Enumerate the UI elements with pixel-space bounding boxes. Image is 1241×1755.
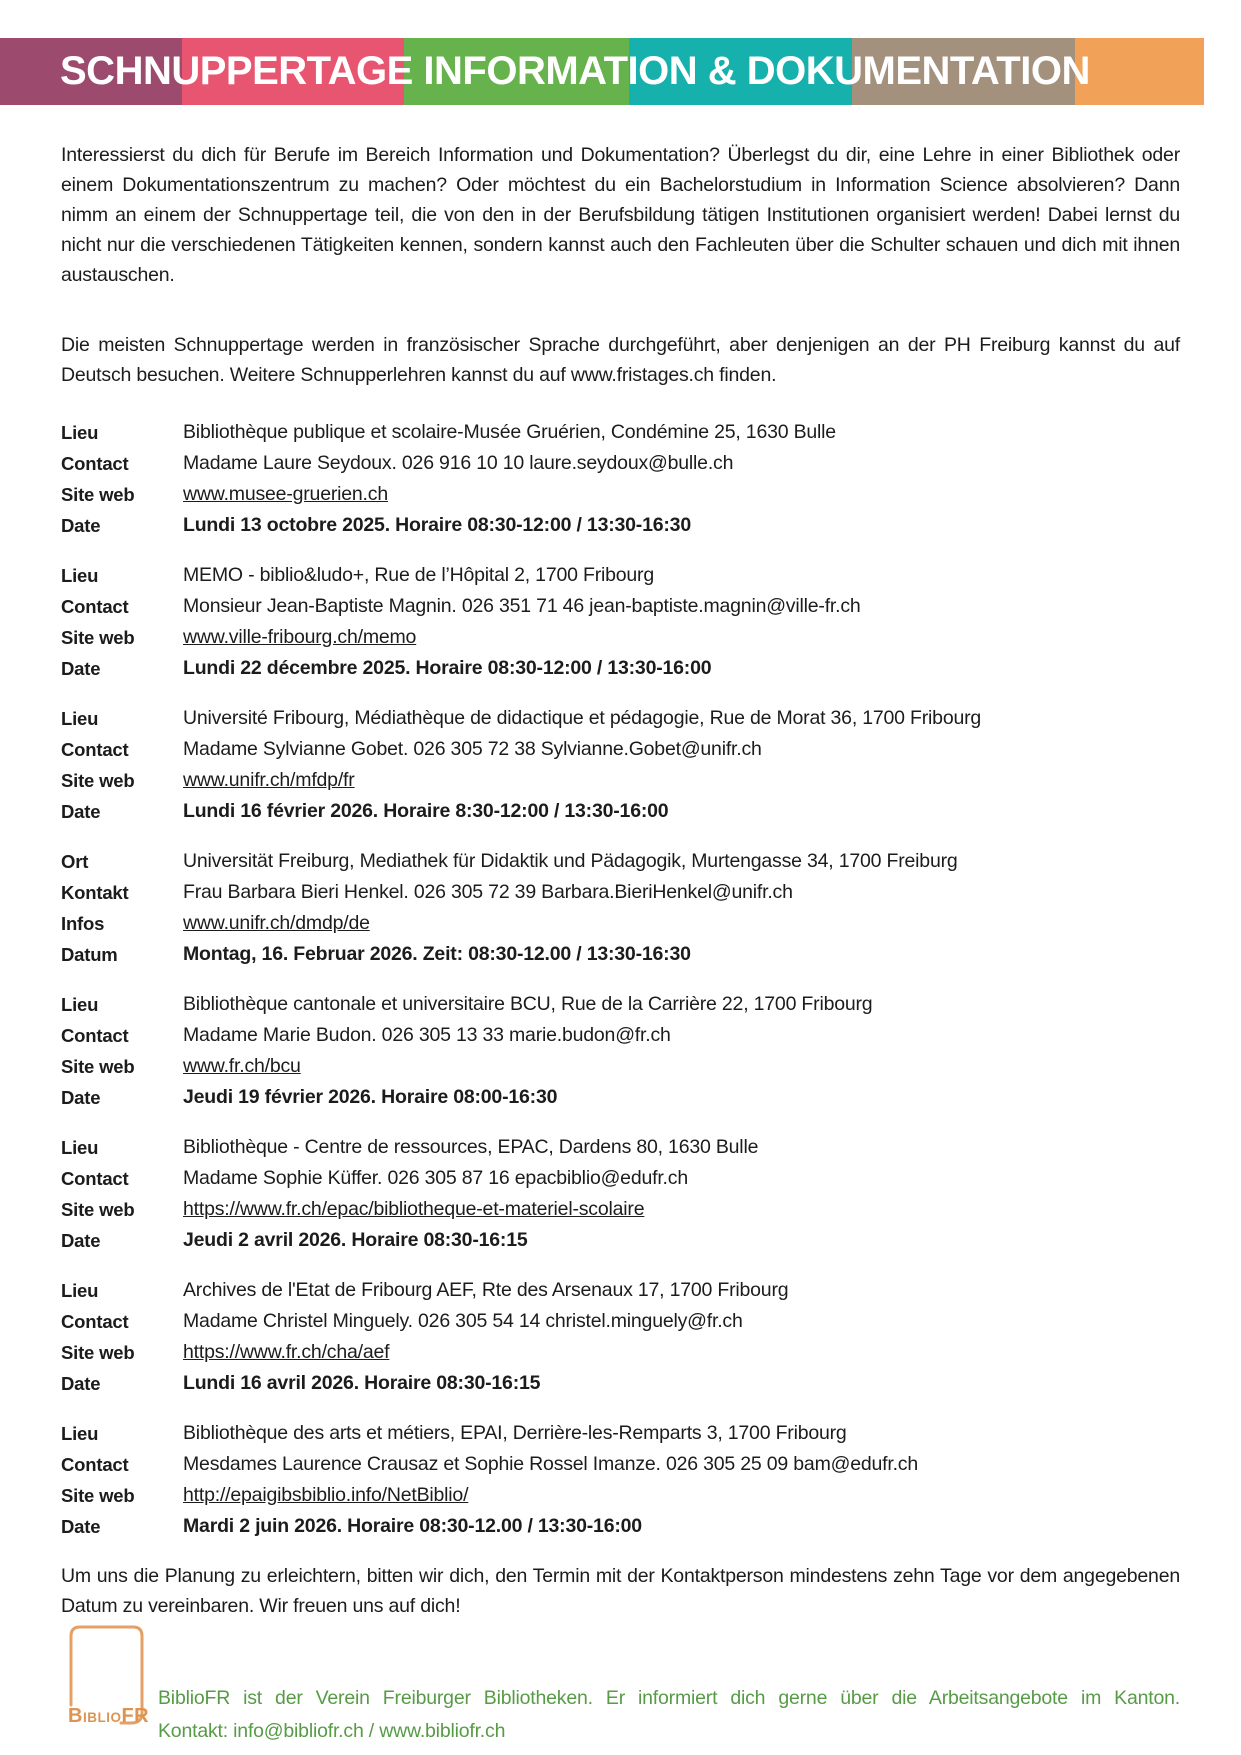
website-row [61,908,1180,939]
contact-value: Madame Laure Seydoux. 026 916 10 10 laure.seydoux@bulle.ch [183,452,734,474]
website-link[interactable]: www.musee-gruerien.ch [183,483,388,505]
contact-label: Contact [61,596,129,617]
contact-row [61,591,1180,622]
entry-list [61,417,1180,1542]
contact-label: Contact [61,453,129,474]
footer-separator: / [363,1720,380,1742]
date-row [61,510,1180,541]
date-row [61,939,1180,970]
location-value: Bibliothèque cantonale et universitaire BCU, Rue de la Carrière 22, 1700 Fribourg [183,993,873,1015]
location-value: Archives de l'Etat de Fribourg AEF, Rte des Arsenaux 17, 1700 Fribourg [183,1279,789,1301]
contact-row [61,1163,1180,1194]
website-row [61,1480,1180,1511]
website-label: Site web [61,1342,135,1363]
website-label: Site web [61,770,135,791]
website-link[interactable]: www.unifr.ch/dmdp/de [183,912,370,934]
contact-value: Madame Marie Budon. 026 305 13 33 marie.budon@fr.ch [183,1024,671,1046]
contact-value: Madame Sylvianne Gobet. 026 305 72 38 Sylvianne.Gobet@unifr.ch [183,738,762,760]
contact-label: Contact [61,1454,129,1475]
date-value: Lundi 13 octobre 2025. Horaire 08:30-12:00 / 13:30-16:30 [183,514,691,536]
location-row [61,703,1180,734]
date-label: Datum [61,944,118,965]
website-label: Infos [61,913,105,934]
date-row [61,1511,1180,1542]
date-label: Date [61,515,101,536]
website-link[interactable]: www.unifr.ch/mfdp/fr [183,769,355,791]
location-row [61,1418,1180,1449]
main-content [61,140,1180,1621]
date-value: Lundi 16 avril 2026. Horaire 08:30-16:15 [183,1372,541,1394]
location-label: Lieu [61,708,99,729]
date-value: Montag, 16. Februar 2026. Zeit: 08:30-12.00 / 13:30-16:30 [183,943,691,965]
contact-value: Monsieur Jean-Baptiste Magnin. 026 351 71 46 jean-baptiste.magnin@ville-fr.ch [183,595,861,617]
banner-stripe-orange [1075,38,1204,105]
website-label: Site web [61,1056,135,1077]
date-row [61,1368,1180,1399]
date-label: Date [61,1230,101,1251]
contact-value: Madame Sophie Küffer. 026 305 87 16 epacbiblio@edufr.ch [183,1167,688,1189]
footer-contact-prefix: Kontakt: [158,1720,234,1742]
website-link[interactable]: http://epaigibsbiblio.info/NetBiblio/ [183,1484,469,1506]
footer-website-link[interactable]: www.bibliofr.ch [379,1720,506,1742]
date-value: Jeudi 19 février 2026. Horaire 08:00-16:30 [183,1086,558,1108]
logo-part-iblio: IBLIO [82,1710,122,1725]
contact-row [61,734,1180,765]
date-row [61,653,1180,684]
date-label: Date [61,801,101,822]
schnuppertag-entry-5 [61,989,1180,1113]
schnuppertag-entry-3 [61,703,1180,827]
website-link[interactable]: www.fr.ch/bcu [183,1055,301,1077]
closing-paragraph: Um uns die Planung zu erleichtern, bitten wir dich, den Termin mit der Kontaktperson mindestens zehn Tage vor dem angegebenen Datum zu vereinbaren. Wir freuen uns auf dich! [61,1565,1180,1617]
date-value: Mardi 2 juin 2026. Horaire 08:30-12.00 / 13:30-16:00 [183,1515,642,1537]
bibliofr-logo [64,1623,154,1733]
website-row [61,1051,1180,1082]
website-link[interactable]: www.ville-fribourg.ch/memo [183,626,417,648]
contact-label: Contact [61,739,129,760]
location-row [61,1275,1180,1306]
contact-label: Kontakt [61,882,129,903]
location-row [61,560,1180,591]
website-label: Site web [61,484,135,505]
contact-value: Madame Christel Minguely. 026 305 54 14 christel.minguely@fr.ch [183,1310,743,1332]
website-row [61,1194,1180,1225]
location-row [61,989,1180,1020]
date-row [61,1082,1180,1113]
logo-part-b: B [68,1705,83,1727]
location-value: Bibliothèque - Centre de ressources, EPAC, Dardens 80, 1630 Bulle [183,1136,759,1158]
location-value: MEMO - biblio&ludo+, Rue de l’Hôpital 2, 1700 Fribourg [183,564,654,586]
schnuppertag-entry-7 [61,1275,1180,1399]
date-value: Jeudi 2 avril 2026. Horaire 08:30-16:15 [183,1229,528,1251]
schnuppertag-entry-4 [61,846,1180,970]
location-row [61,846,1180,877]
date-label: Date [61,658,101,679]
location-label: Lieu [61,1280,99,1301]
website-row [61,1337,1180,1368]
intro-paragraph-2: Die meisten Schnuppertage werden in französischer Sprache durchgeführt, aber denjenigen an der PH Freiburg kannst du auf Deutsch besuchen. Weitere Schnupperlehren kannst du auf www.fristages.ch finden. [61,334,1180,386]
date-value: Lundi 16 février 2026. Horaire 8:30-12:00 / 13:30-16:00 [183,800,669,822]
location-value: Université Fribourg, Médiathèque de didactique et pédagogie, Rue de Morat 36, 1700 Fribourg [183,707,982,729]
footer-text-block [158,1682,1180,1748]
date-row [61,1225,1180,1256]
location-row [61,1132,1180,1163]
website-row [61,479,1180,510]
date-label: Date [61,1087,101,1108]
schnuppertag-entry-2 [61,560,1180,684]
location-label: Lieu [61,1423,99,1444]
location-label: Lieu [61,994,99,1015]
schnuppertag-entry-6 [61,1132,1180,1256]
logo-part-fr: FR [121,1705,150,1727]
date-value: Lundi 22 décembre 2025. Horaire 08:30-12:00 / 13:30-16:00 [183,657,712,679]
date-label: Date [61,1373,101,1394]
location-value: Universität Freiburg, Mediathek für Didaktik und Pädagogik, Murtengasse 34, 1700 Freiburg [183,850,958,872]
footer-contact-line [158,1715,1180,1748]
website-label: Site web [61,1485,135,1506]
location-label: Ort [61,851,89,872]
contact-row [61,448,1180,479]
page-title: SCHNUPPERTAGE INFORMATION & DOKUMENTATION [60,49,1090,93]
contact-row [61,1306,1180,1337]
contact-label: Contact [61,1311,129,1332]
contact-value: Mesdames Laurence Crausaz et Sophie Rossel Imanze. 026 305 25 09 bam@edufr.ch [183,1453,918,1475]
contact-row [61,1449,1180,1480]
website-label: Site web [61,627,135,648]
date-label: Date [61,1516,101,1537]
schnuppertag-entry-1 [61,417,1180,541]
location-label: Lieu [61,565,99,586]
location-label: Lieu [61,1137,99,1158]
location-value: Bibliothèque publique et scolaire-Musée Gruérien, Condémine 25, 1630 Bulle [183,421,836,443]
location-label: Lieu [61,422,99,443]
footer-email-link[interactable]: info@bibliofr.ch [233,1720,364,1742]
footer-association-line: BiblioFR ist der Verein Freiburger Bibliotheken. Er informiert dich gerne über die Arbeitsangebote im Kanton. [158,1687,1180,1709]
date-row [61,796,1180,827]
location-value: Bibliothèque des arts et métiers, EPAI, Derrière-les-Remparts 3, 1700 Fribourg [183,1422,847,1444]
logo-wordmark [68,1705,149,1728]
website-link[interactable]: https://www.fr.ch/cha/aef [183,1341,390,1363]
intro-paragraph-1: Interessierst du dich für Berufe im Bereich Information und Dokumentation? Überlegst du dir, eine Lehre in einer Bibliothek oder einem Dokumentationszentrum zu machen? Oder möchtest du ein Bachelorstudium in Information Science absolvieren? Dann nimm an einem der Schnuppertage teil, die von den in der Berufsbildung tätigen Institutionen organisiert werden! Dabei lernst du nicht nur die verschiedenen Tätigkeiten kennen, sondern kannst auch den Fachleuten über die Schulter schauen und dich mit ihnen austauschen. [61,144,1180,286]
contact-value: Frau Barbara Bieri Henkel. 026 305 72 39 Barbara.BieriHenkel@unifr.ch [183,881,793,903]
website-link[interactable]: https://www.fr.ch/epac/bibliotheque-et-materiel-scolaire [183,1198,645,1220]
schnuppertag-entry-8 [61,1418,1180,1542]
contact-label: Contact [61,1025,129,1046]
contact-label: Contact [61,1168,129,1189]
contact-row [61,877,1180,908]
contact-row [61,1020,1180,1051]
website-label: Site web [61,1199,135,1220]
website-row [61,765,1180,796]
website-row [61,622,1180,653]
location-row [61,417,1180,448]
